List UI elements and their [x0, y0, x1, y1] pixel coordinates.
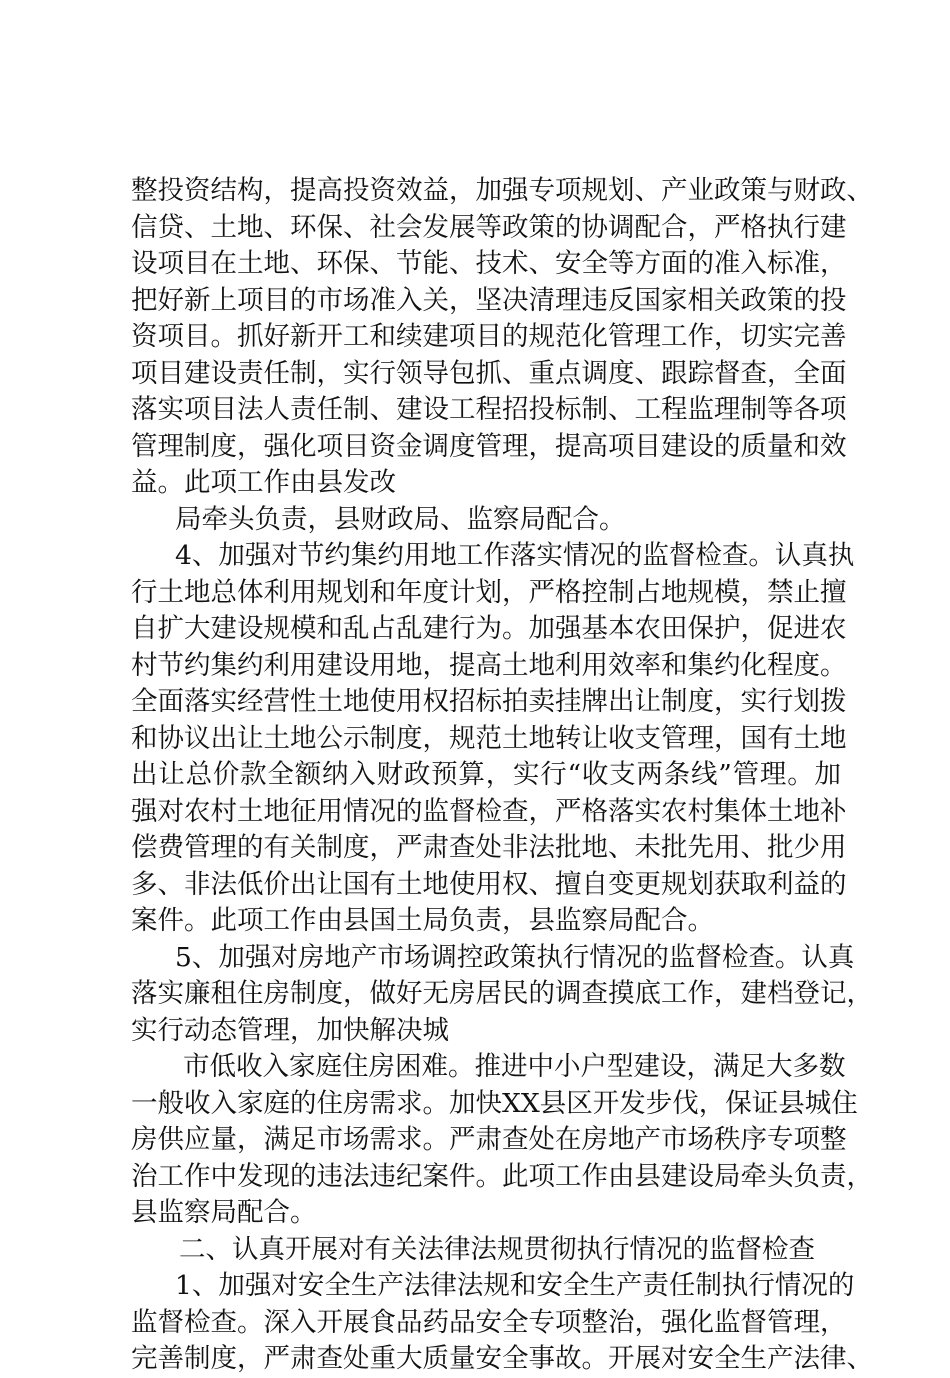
text-line: 县监察局配合。: [131, 1197, 317, 1228]
text-line: 自扩大建设规模和乱占乱建行为。加强基本农田保护，促进农: [131, 613, 847, 644]
text-line: 落实项目法人责任制、建设工程招投标制、工程监理制等各项: [131, 394, 847, 425]
text-line: 完善制度，严肃查处重大质量安全事故。开展对安全生产法律、: [131, 1343, 873, 1374]
text-line: 全面落实经营性土地使用权招标拍卖挂牌出让制度，实行划拨: [131, 686, 847, 717]
document-body: [131, 173, 873, 1378]
text-line: 行土地总体利用规划和年度计划，严格控制占地规模，禁止擅: [131, 576, 847, 608]
paragraph-start: 5、加强对房地产市场调控政策执行情况的监督检查。认真: [175, 941, 855, 973]
text-line: 监督检查。深入开展食品药品安全专项整治，强化监督管理，: [131, 1306, 847, 1338]
text-line: 整投资结构，提高投资效益，加强专项规划、产业政策与财政、: [131, 175, 873, 206]
text-line: 村节约集约利用建设用地，提高土地利用效率和集约化程度。: [131, 649, 847, 681]
text-line: 管理制度，强化项目资金调度管理，提高项目建设的质量和效: [131, 430, 847, 462]
paragraph-start: 4、加强对节约集约用地工作落实情况的监督检查。认真执: [175, 540, 855, 571]
text-line: 把好新上项目的市场准入关，坚决清理违反国家相关政策的投: [131, 284, 847, 316]
paragraph-start: 1、加强对安全生产法律法规和安全生产责任制执行情况的: [175, 1270, 855, 1301]
text-line: 治工作中发现的违法违纪案件。此项工作由县建设局牵头负责，: [131, 1160, 873, 1192]
text-line: 一般收入家庭的住房需求。加快XX县区开发步伐，保证县城住: [131, 1087, 858, 1119]
section-heading: 二、认真开展对有关法律法规贯彻执行情况的监督检查: [179, 1233, 815, 1265]
text-line: 设项目在土地、环保、节能、技术、安全等方面的准入标准，: [131, 248, 847, 279]
text-line: 多、非法低价出让国有土地使用权、擅自变更规划获取利益的: [131, 868, 847, 900]
text-line: 市低收入家庭住房困难。推进中小户型建设，满足大多数: [183, 1051, 846, 1082]
text-line: 落实廉租住房制度，做好无房居民的调查摸底工作，建档登记，: [131, 978, 873, 1009]
text-line: 强对农村土地征用情况的监督检查，严格落实农村集体土地补: [131, 795, 847, 827]
text-line: 实行动态管理，加快解决城: [131, 1014, 449, 1046]
text-line: 和协议出让土地公示制度，规范土地转让收支管理，国有土地: [131, 722, 847, 754]
text-line: 项目建设责任制，实行领导包抓、重点调度、跟踪督查，全面: [131, 357, 847, 389]
text-line: 出让总价款全额纳入财政预算，实行“收支两条线”管理。加: [131, 759, 841, 790]
text-line: 案件。此项工作由县国土局负责，县监察局配合。: [131, 905, 714, 936]
text-line: 益。此项工作由县发改: [131, 467, 396, 498]
text-line: 房供应量，满足市场需求。严肃查处在房地产市场秩序专项整: [131, 1124, 847, 1155]
text-line: 局牵头负责，县财政局、监察局配合。: [175, 503, 626, 535]
text-line: 信贷、土地、环保、社会发展等政策的协调配合，严格执行建: [131, 211, 847, 243]
text-line: 偿费管理的有关制度，严肃查处非法批地、未批先用、批少用: [131, 832, 847, 863]
text-line: 资项目。抓好新开工和续建项目的规范化管理工作，切实完善: [131, 321, 847, 352]
